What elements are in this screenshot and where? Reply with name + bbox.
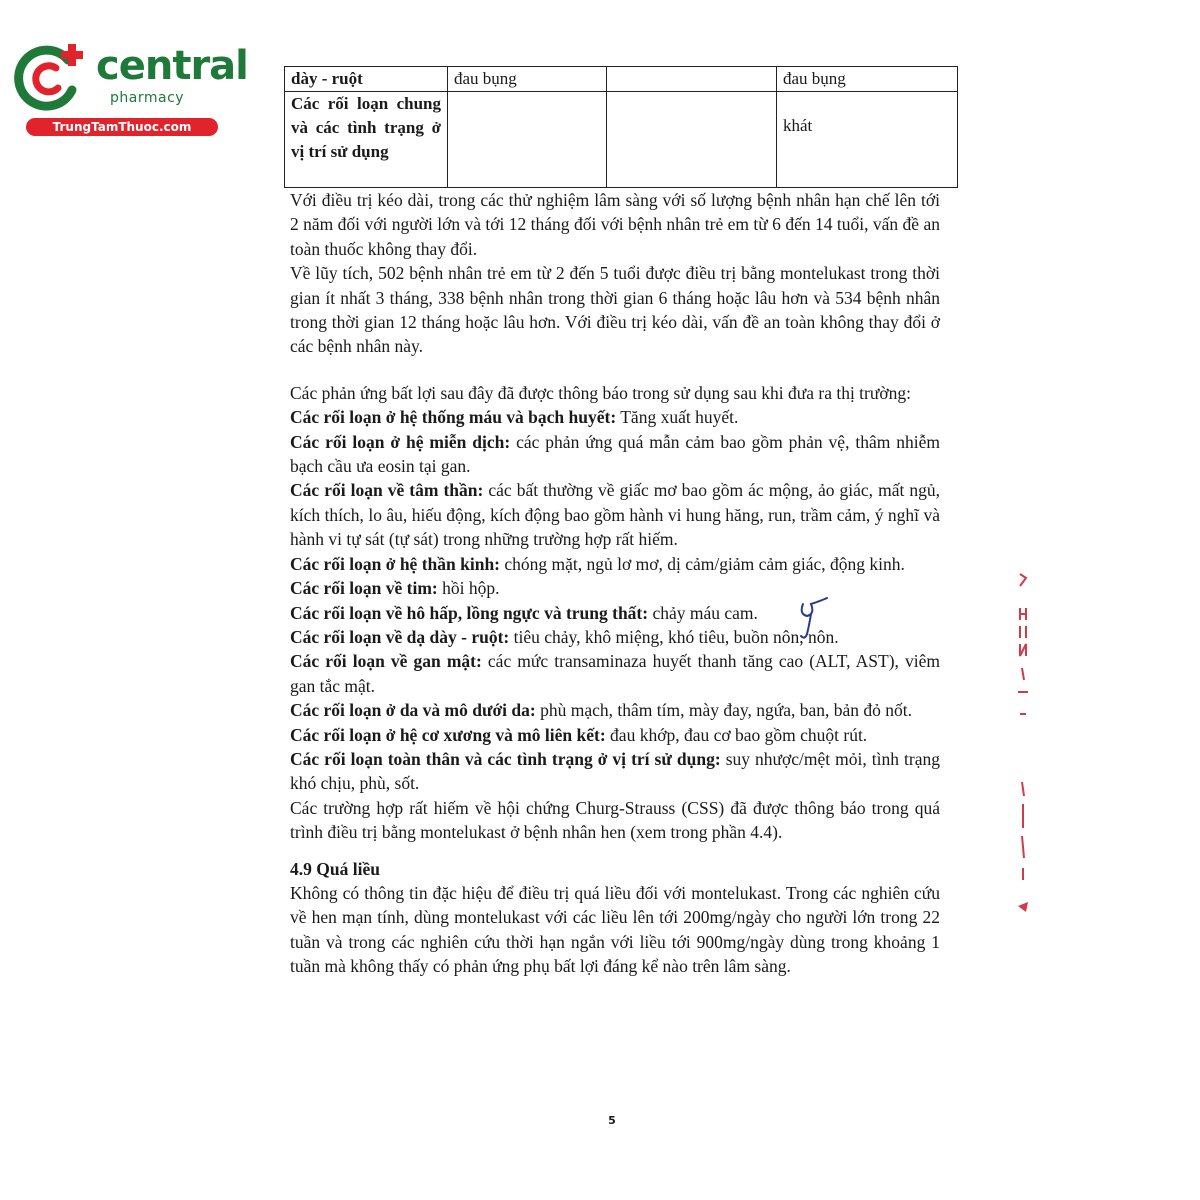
- red-stamp-edge: [1008, 568, 1038, 928]
- reaction-label: Các rối loạn về tâm thần:: [290, 480, 484, 501]
- reaction-text: chảy máu cam.: [648, 602, 758, 623]
- reaction-item: [290, 625, 940, 649]
- logo-subtitle: pharmacy: [110, 90, 185, 106]
- reaction-item: [290, 649, 940, 698]
- cell-text: khát: [783, 116, 813, 135]
- reaction-label: Các rối loạn về gan mật:: [290, 651, 482, 672]
- table-cell: dày - ruột: [285, 67, 448, 92]
- reaction-label: Các rối loạn toàn thân và các tình trạng ở vị trí sử dụng:: [290, 748, 721, 769]
- reaction-label: Các rối loạn về dạ dày - ruột:: [290, 626, 510, 647]
- logo-brand: central: [96, 43, 248, 89]
- reaction-item: [290, 601, 940, 625]
- table-row: [285, 92, 958, 188]
- reaction-item: [290, 576, 940, 600]
- reaction-label: Các rối loạn ở hệ thần kinh:: [290, 553, 500, 574]
- table-cell: [607, 92, 777, 188]
- reaction-item: [290, 478, 940, 551]
- reaction-text: các bất thường về giấc mơ bao gồm ác mộng, ảo giác, mất ngủ, kích thích, lo âu, hiếu động, kích động bao gồm hành vi hung hăng, run, trầm cảm, ý nghĩ và hành vi tự sát (tự sát) trong những trường hợp rất hiếm.: [290, 480, 940, 550]
- table-cell: [448, 92, 607, 188]
- reaction-item: [290, 698, 940, 722]
- paragraph: Với điều trị kéo dài, trong các thử nghiệm lâm sàng với số lượng bệnh nhân hạn chế lên tới 2 năm đối với người lớn và tới 12 tháng đối với bệnh nhân trẻ em từ 6 đến 14 tuổi, vấn đề an toàn thuốc không thay đổi.: [290, 190, 940, 259]
- reaction-text: các phản ứng quá mẫn cảm bao gồm phản vệ, thâm nhiễm bạch cầu ưa eosin tại gan.: [290, 431, 940, 477]
- adverse-reactions-table: [284, 66, 958, 188]
- reaction-label: Các rối loạn về hô hấp, lồng ngực và trung thất:: [290, 602, 649, 623]
- reaction-label: Các rối loạn ở da và mô dưới da:: [290, 700, 536, 721]
- reaction-text: suy nhược/mệt mỏi, tình trạng khó chịu, phù, sốt.: [290, 748, 940, 794]
- table-cell: đau bụng: [777, 67, 958, 92]
- reaction-label: Các rối loạn ở hệ cơ xương và mô liên kết:: [290, 724, 606, 745]
- reaction-item: [290, 723, 940, 747]
- reaction-label: Các rối loạn ở hệ thống máu và bạch huyết:: [290, 407, 617, 428]
- reaction-text: chóng mặt, ngủ lơ mơ, dị cảm/giảm cảm giác, động kinh.: [500, 553, 905, 574]
- table-cell: [607, 67, 777, 92]
- reaction-text: Tăng xuất huyết.: [616, 407, 739, 428]
- section-heading: 4.9 Quá liều: [290, 858, 380, 879]
- page-number: 5: [608, 1114, 616, 1127]
- table-cell: [285, 92, 448, 188]
- central-logo-icon: [10, 38, 90, 118]
- reaction-item: [290, 747, 940, 796]
- reaction-label: Các rối loạn ở hệ miễn dịch:: [290, 431, 511, 452]
- central-pharmacy-logo: [10, 38, 248, 138]
- document-body: [290, 188, 940, 979]
- reaction-item: [290, 430, 940, 479]
- reaction-text: phù mạch, thâm tím, mày đay, ngứa, ban, bản đỏ nốt.: [535, 700, 912, 721]
- table-cell: [777, 92, 958, 188]
- table-row: [285, 67, 958, 92]
- logo-url-badge: TrungTamThuoc.com: [26, 118, 218, 136]
- paragraph: Về lũy tích, 502 bệnh nhân trẻ em từ 2 đến 5 tuổi được điều trị bằng montelukast trong thời gian ít nhất 3 tháng, 338 bệnh nhân trong thời gian 6 tháng hoặc lâu hơn và 534 bệnh nhân trong thời gian 12 tháng hoặc lâu hơn. Với điều trị kéo dài, vấn đề an toàn không thay đổi ở các bệnh nhân này.: [290, 263, 940, 357]
- paragraph: Các trường hợp rất hiếm về hội chứng Churg-Strauss (CSS) đã được thông báo trong quá trình điều trị bằng montelukast ở bệnh nhân hen (xem trong phần 4.4).: [290, 797, 940, 843]
- signature-mark: [793, 596, 833, 640]
- table-cell: đau bụng: [448, 67, 607, 92]
- reaction-text: các mức transaminaza huyết thanh tăng cao (ALT, AST), viêm gan tắc mật.: [290, 651, 940, 696]
- paragraph: Các phản ứng bất lợi sau đây đã được thông báo trong sử dụng sau khi đưa ra thị trường:: [290, 382, 911, 403]
- cell-text: Các rối loạn chung và các tình trạng ở vị trí sử dụng: [291, 94, 441, 161]
- paragraph: Không có thông tin đặc hiệu để điều trị quá liều đối với montelukast. Trong các nghiên cứu về hen mạn tính, dùng montelukast với các liều lên tới 200mg/ngày cho người lớn trong 22 tuần và trong các nghiên cứu thời hạn ngắn với liều tới 900mg/ngày dùng trong khoảng 1 tuần mà không thấy có phản ứng phụ bất lợi đáng kể nào trên lâm sàng.: [290, 882, 940, 977]
- reaction-text: tiêu chảy, khô miệng, khó tiêu, buồn nôn, nôn.: [509, 626, 839, 647]
- reaction-label: Các rối loạn về tim:: [290, 578, 438, 599]
- reaction-text: hồi hộp.: [437, 578, 500, 599]
- reaction-item: [290, 552, 940, 576]
- reaction-item: [290, 405, 940, 429]
- reaction-text: đau khớp, đau cơ bao gồm chuột rút.: [605, 724, 868, 745]
